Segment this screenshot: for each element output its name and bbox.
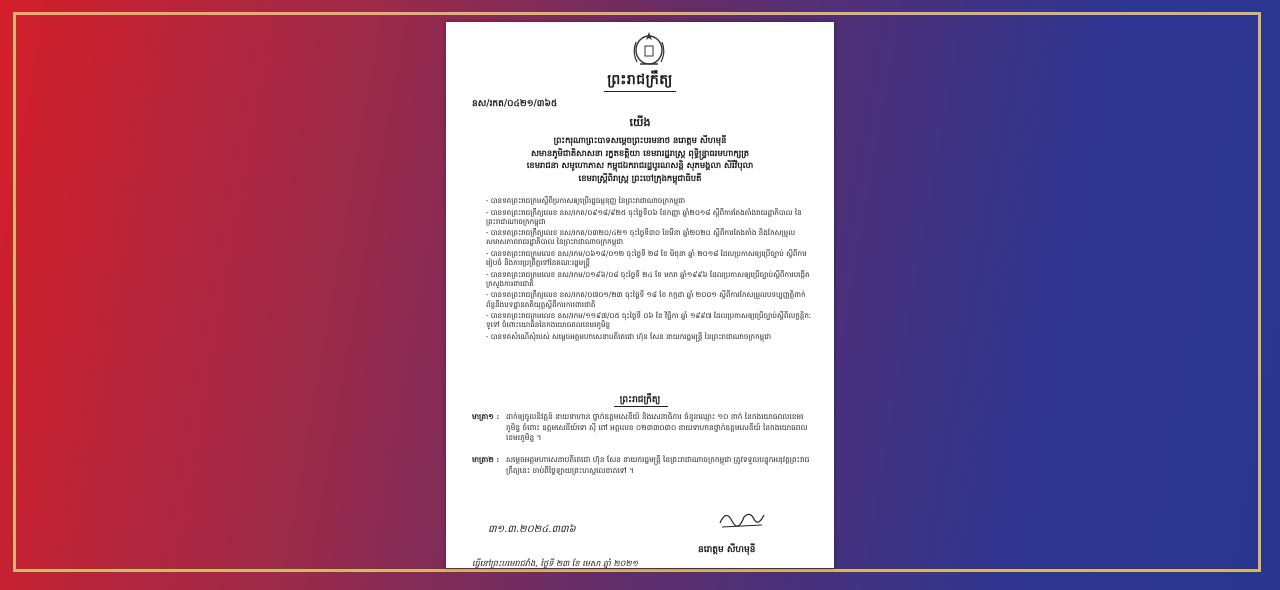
royal-decree-document — [446, 22, 834, 568]
article-label: មាត្រា១ : — [472, 412, 500, 421]
consideration-item: - បានទតព្រះរាជក្រមស្តីពីប្រកាសឲ្យប្រើរដ្ឋធម្មនុញ្ញ នៃព្រះរាជាណាចក្រកម្ពុជា — [486, 196, 686, 205]
document-title: ព្រះរាជក្រឹត្យ — [607, 72, 673, 88]
royal-preamble — [476, 134, 804, 184]
preamble-line: ព្រះករុណាព្រះបាទសម្តេចព្រះបរមនាថ នរោត្តម សីហមុនី — [553, 135, 727, 145]
signer-name: នរោត្តម សីហមុនី — [698, 545, 756, 555]
decide-underline — [614, 406, 668, 407]
consideration-item: - បានទតសំណើសុំរបស់ សម្តេចអគ្គមហាសេនាបតីតេជោ ហ៊ុន សែន នាយករដ្ឋមន្ត្រី នៃព្រះរាជាណាចក្រកម្ពុជា — [486, 331, 772, 341]
consideration-item: - បានទតព្រះរាជក្រឹត្យលេខ នស/រកត/០៧០១/២៣ ចុះថ្ងៃទី ១៨ ខែ កក្កដា ឆ្នាំ ២០០១ ស្តីពីការកែសម្រួលបទប្បញ្ញត្តិពាក់ព័ន្ធនឹងបទដ្ឋានគតិយុត្តស្តីពីការការពារជាតិ — [486, 290, 806, 309]
royal-signature-icon — [716, 505, 766, 531]
considerations-list — [486, 196, 812, 343]
consideration-item: - បានទតព្រះរាជក្រមលេខ នស/រកម/០៦១៨/០១២ ចុះថ្ងៃទី ២៨ ខែ មិថុនា ឆ្នាំ ២០១៨ ដែលប្រកាសឲ្យប្រើច្បាប់ ស្តីពីការរៀបចំ និងការប្រព្រឹត្តទៅនៃគណៈរដ្ឋមន្ត្រី — [486, 248, 807, 268]
preamble-line: ខេមរាជនា សមូហោភាស កម្ពុជឯករាជរដ្ឋបូរណសន្តិ សុភមង្គលា សិរីវិបុលា — [526, 160, 754, 170]
handwritten-date: ៣១.៣.២០២៤.៣៣៦ — [488, 524, 576, 535]
royal-emblem-icon — [628, 28, 670, 68]
consideration-item: - បានទតព្រះរាជក្រឹត្យលេខ នស/រកត/០៩១៨/៩២៥ ចុះថ្ងៃទី០៦ ខែកញ្ញា ឆ្នាំ២០១៨ ស្តីពីការតែងតាំងរាជរដ្ឋាភិបាល នៃព្រះរាជាណាចក្រកម្ពុជា — [486, 207, 802, 226]
decide-heading: ព្រះរាជក្រឹត្យ — [619, 395, 661, 405]
preamble-line: សមានភូមិជាតិសាសនា រក្ខតខត្តិយា ខេមរារដ្ឋរាស្ត្រ ពុទ្ធិន្ទ្រាធរមហាក្សត្រ — [530, 147, 750, 158]
yeung-heading: យើង — [629, 116, 651, 129]
article-label: មាត្រា២ : — [472, 455, 500, 464]
consideration-item: - បានទតព្រះរាជក្រមលេខ នស/រកម/០១៩៦/០៨ ចុះថ្ងៃទី ២៤ ខែ មករា ឆ្នាំ១៩៩៦ ដែលប្រកាសឲ្យប្រើច្បាប់ស្តីពីការបង្កើត ក្រសួងការពារជាតិ — [486, 269, 810, 288]
article-2 — [472, 455, 812, 476]
article-text: សម្តេចអគ្គមហាសេនាបតីតេជោ ហ៊ុន សែន នាយករដ្ឋមន្ត្រី នៃព្រះរាជាណាចក្រកម្ពុជា ត្រូវទទួលបន្ទុកអនុវត្តព្រះរាជក្រឹត្យនេះ ចាប់ពីថ្ងៃឡាយព្រះហស្តលេខាតទៅ ។ — [506, 455, 810, 475]
consideration-item: - បានទតព្រះរាជក្រឹត្យលេខ នស/រកត/០៣២០/៤២១ ចុះថ្ងៃទី៣០ ខែមីនា ឆ្នាំ២០២០ ស្តីពីការតែងតាំង និងកែសម្រួលសមាសភាពរាជរដ្ឋាភិបាល នៃព្រះរាជាណាចក្រកម្ពុជា — [486, 228, 796, 247]
title-underline — [604, 91, 676, 92]
consideration-item: - បានទតព្រះរាជក្រមលេខ នស/រកម/១១៩៧/០៥ ចុះថ្ងៃទី ០៦ ខែ វិច្ឆិកា ឆ្នាំ ១៩៩៧ ដែលប្រកាសឲ្យប្រើច្បាប់ស្តីពីលក្ខន្តិកៈទូទៅ ចំពោះយោធិននៃកងយោធពលខេមរភូមិន្ទ — [486, 311, 812, 330]
preamble-line: ខេមរាស្ត្រីពិរាស្ត្រ ព្រះចៅក្រុងកម្ពុជាធិបតី — [578, 172, 702, 183]
footer-date: ធ្វើនៅព្រះបរមរាជវាំង, ថ្ងៃទី ២៣ ខែ មេសា ឆ្នាំ ២០២១ — [472, 558, 638, 568]
article-1 — [472, 412, 812, 444]
reference-number: នស/រកត/០៤២១/៣៦៥ — [472, 99, 558, 109]
article-text: ដាក់ឲ្យចូលនិវត្តន៍ នាយទាហាន ថ្នាក់ឧត្តមសេនីយ៍ និងសេនាធិការ ចំនួនឈ្មោះ ១០ នាក់ នៃកងយោធពលខេមរភូមិន្ទ ចំពោះ ឧត្តមសេនីយ៍ទោ ស៊ី ពៅ អត្តលេខ ០២៣៣០៣០ នាយទាហានថ្នាក់ឧត្តមសេនីយ៍ នៃកងយោធពលខេមរភូមិន្ទ ។ — [506, 412, 808, 442]
